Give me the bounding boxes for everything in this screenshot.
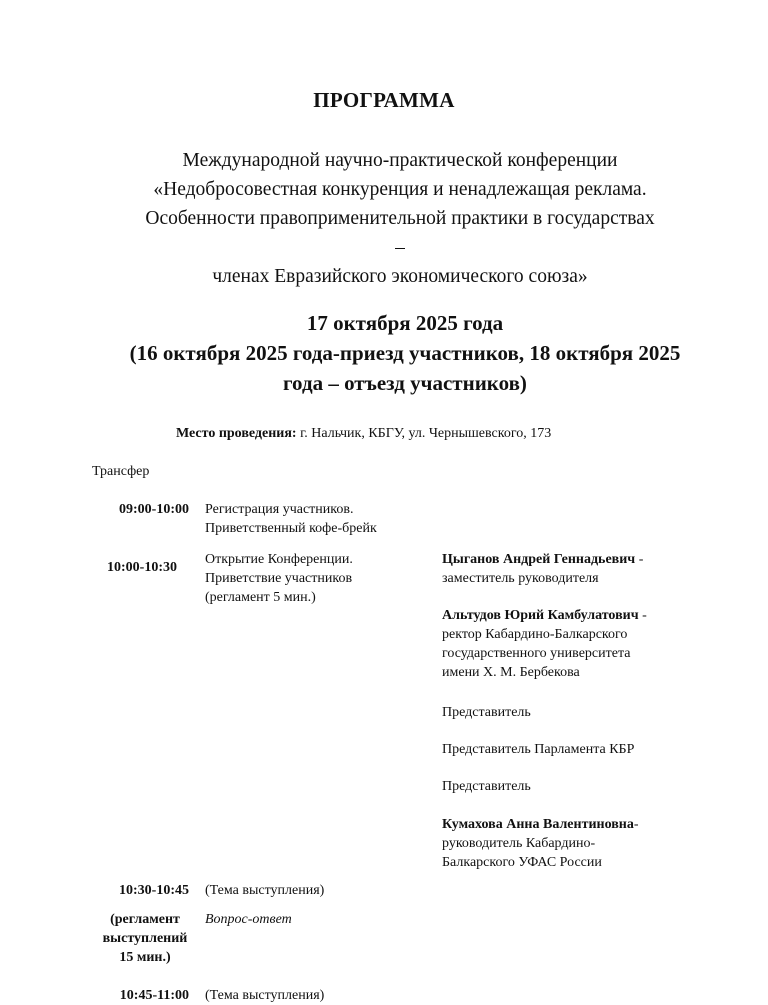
conference-dates (60, 308, 750, 398)
activity (205, 986, 430, 1005)
subtitle-line: Международной научно-практической конференции (182, 150, 618, 171)
speaker-representative: Представитель (442, 779, 531, 794)
activity (205, 550, 430, 607)
time-slot: 10:00-10:30 (107, 560, 177, 575)
transfer-label: Трансфер (92, 464, 150, 479)
subtitle-line: Особенности правоприменительной практики в государствах (145, 208, 655, 229)
speaker-tsyganov (442, 550, 742, 588)
activity-line: Регистрация участников. (205, 502, 354, 517)
subtitle-line: членах Евразийского экономического союза» (212, 266, 588, 287)
time-slot: 10:30-10:45 (119, 883, 189, 898)
speaker-parliament-representative: Представитель Парламента КБР (442, 742, 635, 757)
speaker-representative: Представитель (442, 705, 531, 720)
speaker-role: имени Х. М. Бербекова (442, 665, 580, 680)
speaker-name: Кумахова Анна Валентиновна (442, 817, 634, 832)
venue-label: Место проведения: (176, 426, 297, 441)
speaker-kumakhova (442, 815, 742, 872)
activity (205, 881, 430, 900)
reglament-line: выступлений (102, 931, 188, 946)
venue-value: г. Нальчик, КБГУ, ул. Чернышевского, 173 (296, 426, 552, 441)
conference-subtitle (40, 146, 760, 291)
speaker-role: ректор Кабардино-Балкарского (442, 627, 628, 642)
reglament-line: (регламент (110, 912, 180, 927)
speaker-dash: - (635, 552, 644, 567)
talk-reglament (90, 910, 200, 967)
speaker-role: заместитель руководителя (442, 571, 599, 586)
speaker-dash: - (638, 608, 647, 623)
activity (205, 500, 430, 538)
activity-line: Приветствие участников (205, 571, 353, 586)
reglament-line: 15 мин.) (119, 950, 171, 965)
venue (176, 426, 551, 442)
date-line: года – отъезд участников) (283, 371, 527, 395)
activity-line: Открытие Конференции. (205, 552, 353, 567)
speaker-altudov (442, 606, 742, 682)
subtitle-line: «Недобросовестная конкуренция и ненадлежащая реклама. (153, 179, 647, 200)
activity-line: (регламент 5 мин.) (205, 590, 316, 605)
time-slot: 10:45-11:00 (119, 988, 189, 1003)
activity-line: (Тема выступления) (205, 988, 325, 1003)
activity-line: (Тема выступления) (205, 883, 325, 898)
time-slot: 09:00-10:00 (119, 502, 189, 517)
speaker-dash: - (633, 817, 639, 832)
activity-line: Приветственный кофе-брейк (205, 521, 377, 536)
speaker-role: Балкарского УФАС России (442, 855, 602, 870)
speaker-role: государственного университета (442, 646, 631, 661)
speaker-name: Альтудов Юрий Камбулатович (442, 608, 639, 623)
page-title: ПРОГРАММА (313, 88, 455, 112)
speaker-name: Цыганов Андрей Геннадьевич (442, 552, 636, 567)
date-line: 17 октября 2025 года (306, 311, 504, 335)
speaker-role: руководитель Кабардино- (442, 836, 596, 851)
date-line: (16 октября 2025 года-приезд участников, 18 октября 2025 (129, 341, 681, 365)
subtitle-line: – (395, 237, 405, 258)
qa-label: Вопрос-ответ (205, 912, 292, 927)
